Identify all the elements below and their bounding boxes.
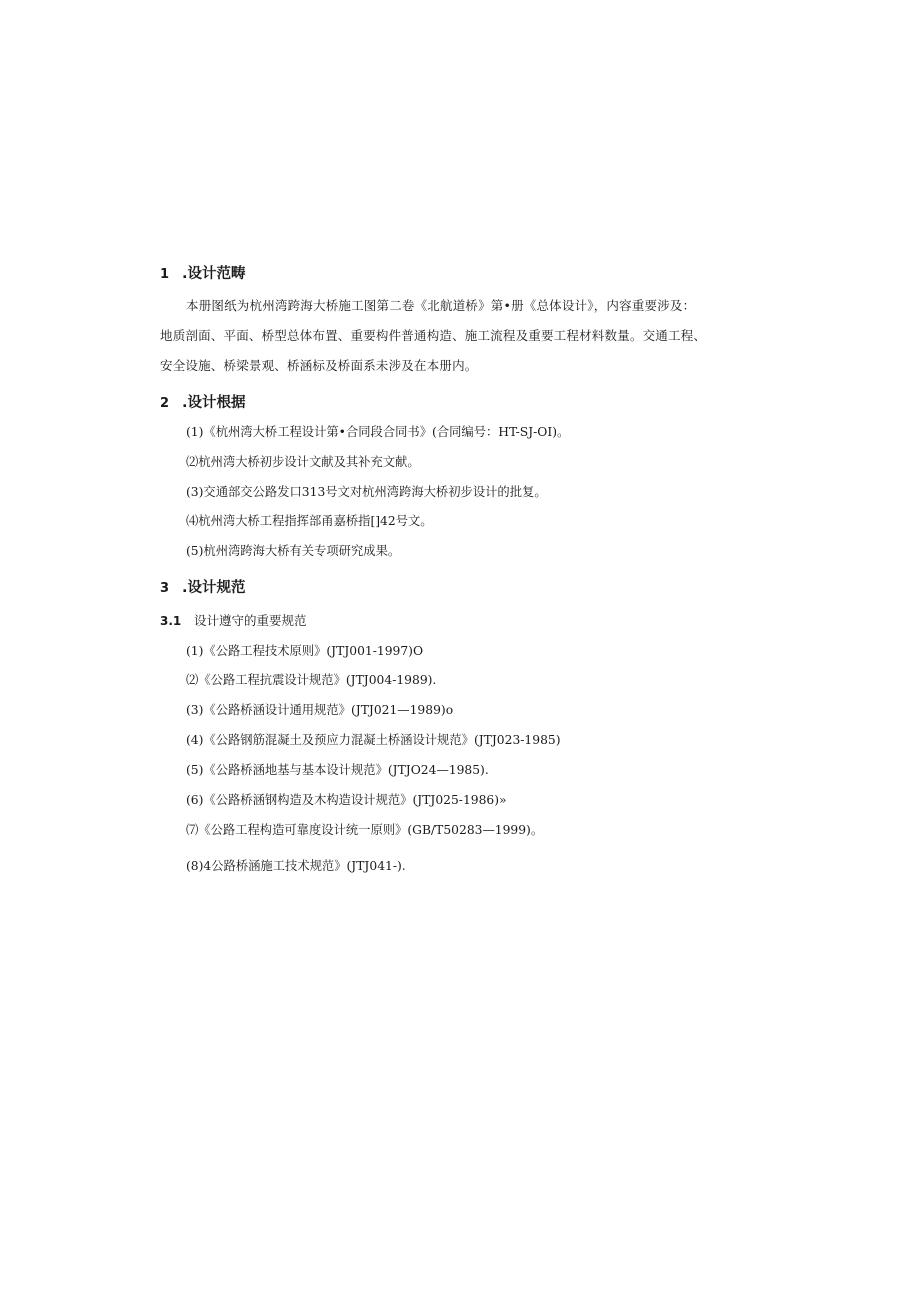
subsection-3-1-number: 3.1 xyxy=(160,614,182,628)
spec-item-2: ⑵《公路工程抗震设计规范》(JTJ004-1989). xyxy=(186,673,437,687)
section-2-number: 2 xyxy=(160,396,170,411)
subsection-3-1-title: 设计遵守的重要规范 xyxy=(194,613,307,628)
section-1-title: .设计范畴 xyxy=(182,266,246,282)
spec-item-6: (6)《公路桥涵钢构造及木构造设计规范》(JTJ025-1986)» xyxy=(186,793,507,807)
basis-item-2: ⑵杭州湾大桥初步设计文献及其补充文献。 xyxy=(186,455,420,469)
spec-item-3: (3)《公路桥涵设计通用规范》(JTJ021—1989)o xyxy=(186,703,454,717)
section-2-title: .设计根据 xyxy=(182,395,246,411)
section-3-number: 3 xyxy=(160,581,170,596)
basis-item-1: (1)《杭州湾大桥工程设计第•合同段合同书》(合同编号：HT-SJ-OI)。 xyxy=(186,425,570,439)
spec-item-5: (5)《公路桥涵地基与基本设计规范》(JTJO24—1985). xyxy=(186,763,489,777)
section-3-heading xyxy=(160,576,246,597)
section-3-title: .设计规范 xyxy=(182,580,246,596)
basis-item-4: ⑷杭州湾大桥工程指挥部甬嘉桥指[]42号文。 xyxy=(186,514,433,528)
section-1-number: 1 xyxy=(160,267,170,282)
spec-item-4: (4)《公路钢筋混凝土及预应力混凝土桥涵设计规范》(JTJ023-1985) xyxy=(186,733,561,747)
basis-item-5: (5)杭州湾跨海大桥有关专项研究成果。 xyxy=(186,544,401,558)
section-1-paragraph-line-2: 地质剖面、平面、桥型总体布置、重要构件普通构造、施工流程及重要工程材料数量。交通工程、 xyxy=(160,328,707,343)
subsection-3-1-heading xyxy=(160,611,307,629)
basis-item-3: (3)交通部交公路发口313号文对杭州湾跨海大桥初步设计的批复。 xyxy=(186,485,547,499)
section-1-paragraph-line-1: 本册图纸为杭州湾跨海大桥施工图第二卷《北航道桥》第•册《总体设计》，内容重要涉及： xyxy=(186,298,696,313)
section-2-heading xyxy=(160,391,246,412)
section-1-paragraph-line-3: 安全设施、桥梁景观、桥涵标及桥面系未涉及在本册内。 xyxy=(160,358,478,373)
spec-item-1: (1)《公路工程技术原则》(JTJ001-1997)O xyxy=(186,644,424,658)
spec-item-7: ⑺《公路工程构造可靠度设计统一原则》(GB/T50283—1999)。 xyxy=(186,823,544,837)
spec-item-8: (8)4公路桥涵施工技术规范》(JTJ041-). xyxy=(186,859,406,873)
section-1-heading xyxy=(160,262,246,283)
